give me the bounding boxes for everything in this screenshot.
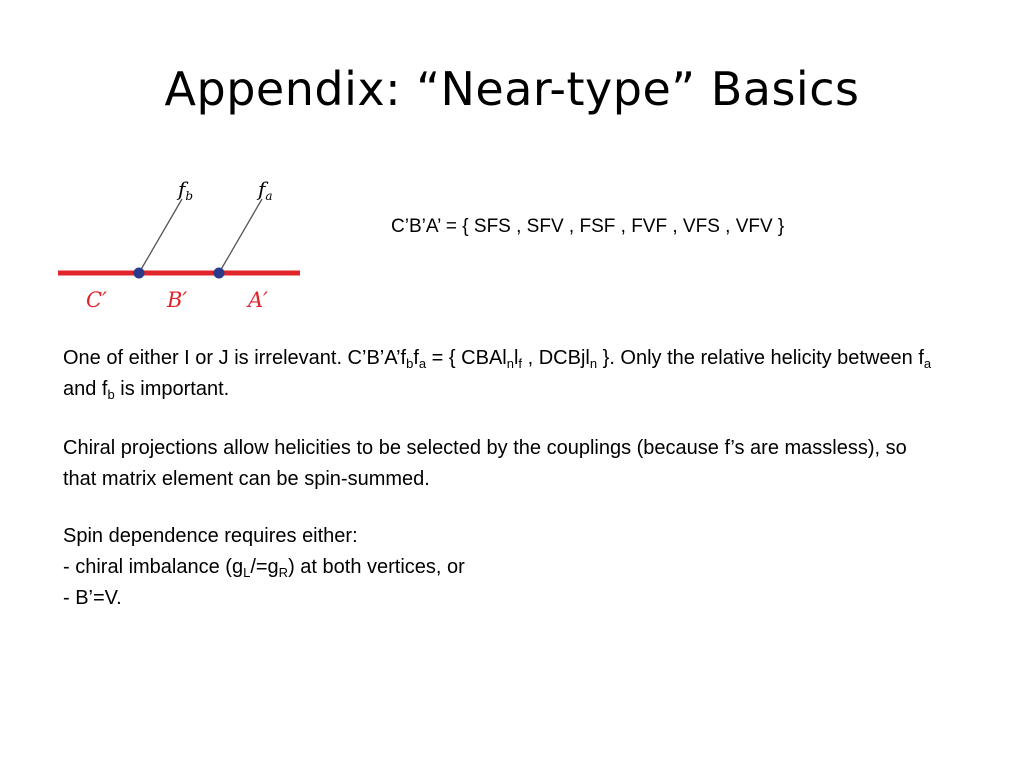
- label-fb: $f_b$: [178, 177, 194, 203]
- label-b-prime: B′: [167, 288, 188, 312]
- fermion-line-fb: [139, 199, 182, 273]
- fermion-line-fa: [219, 199, 262, 273]
- paragraph-spin-dependence: [63, 521, 943, 614]
- vertex-left: [134, 268, 145, 279]
- paragraph-helicity: One of either I or J is irrelevant. $C’B’A’f_bf_a$ = { $CBAl_nl_f$ , DCBjl$_n$ }. Only the relative helicity between $f_a$ and $f_b$ is important.: [63, 347, 932, 402]
- spin-line-1: Spin dependence requires either:: [63, 525, 358, 547]
- set-equation: C’B’A’ = { SFS , SFV , FSF , FVF , VFS , VFV }: [391, 216, 785, 237]
- page-title: Appendix: “Near-type” Basics: [164, 62, 860, 116]
- label-c-prime: C′: [86, 288, 107, 312]
- spin-line-2: - chiral imbalance $(g_L/=g_R)$ at both vertices, or: [63, 556, 465, 580]
- label-fa: $f_a$: [258, 177, 273, 203]
- spin-line-3: - B’=V.: [63, 587, 122, 609]
- paragraph-chiral-projections: Chiral projections allow helicities to be selected by the couplings (because f’s are massless), so that matrix element can be spin-summed.: [63, 437, 907, 490]
- feynman-diagram: [52, 168, 312, 318]
- label-a-prime: A′: [248, 288, 268, 312]
- vertex-right: [214, 268, 225, 279]
